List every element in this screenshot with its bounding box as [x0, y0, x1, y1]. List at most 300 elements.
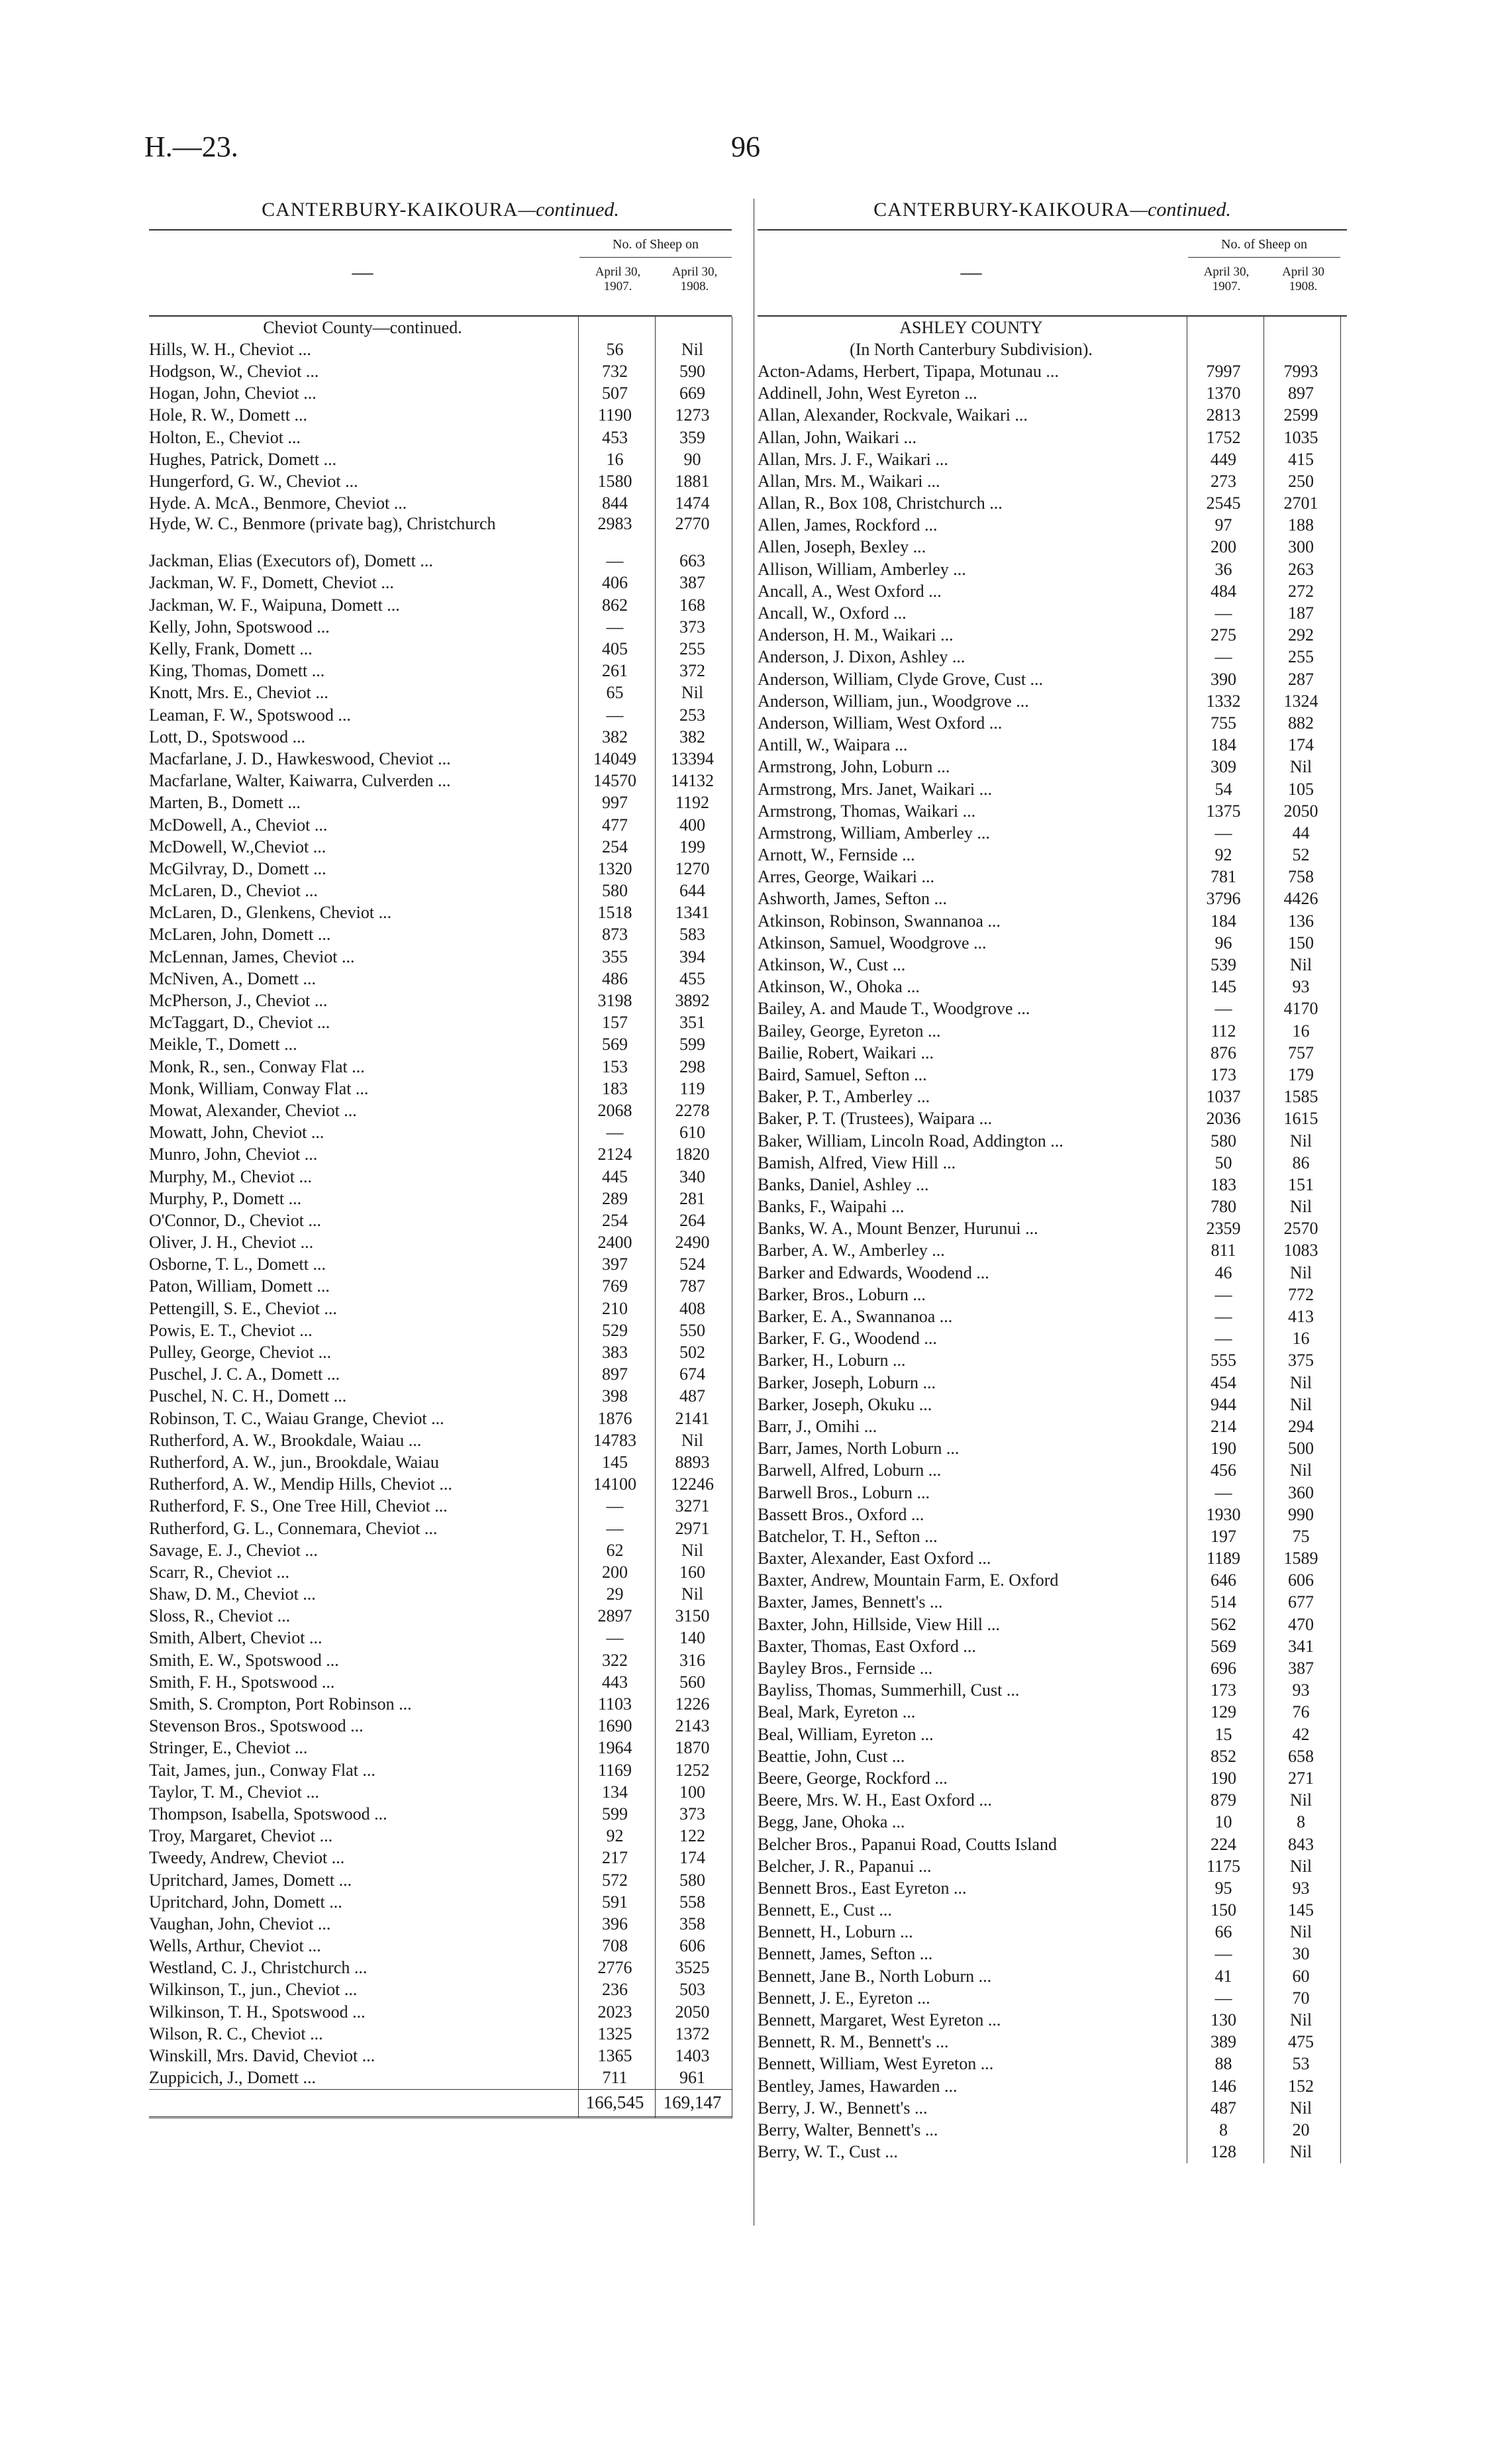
sheep-1908-cell: 758 [1288, 867, 1314, 887]
sheep-1908-cell: 341 [1288, 1636, 1314, 1656]
owner-cell: Anderson, H. M., Waikari ... [758, 625, 954, 645]
owner-cell: Bennett, Jane B., North Loburn ... [758, 1966, 992, 1986]
table-row [149, 2023, 732, 2045]
table-row [149, 448, 732, 470]
owner-cell: Barker, Bros., Loburn ... [758, 1284, 926, 1304]
sheep-1907-cell: 732 [602, 361, 628, 381]
table-row [758, 470, 1347, 492]
owner-cell: Allan, Alexander, Rockvale, Waikari ... [758, 405, 1028, 425]
table-row [758, 1790, 1347, 1812]
sheep-1907-cell: 1103 [597, 1694, 632, 1714]
owner-cell: Anderson, William, jun., Woodgrove ... [758, 691, 1029, 711]
table-row [149, 1716, 732, 1737]
sheep-1907-cell: 97 [1214, 515, 1232, 535]
sheep-1908-cell: 1820 [675, 1145, 710, 1164]
owner-cell: McLennan, James, Cheviot ... [149, 947, 355, 966]
sheep-1907-cell: 711 [602, 2068, 628, 2088]
table-row [149, 1913, 732, 1935]
sheep-1907-cell: — [606, 705, 624, 725]
table-row [149, 1429, 732, 1451]
sheep-1907-cell: — [1214, 1944, 1232, 1964]
total-1908: 169,147 [663, 2092, 722, 2113]
sheep-1908-cell: 2971 [675, 1518, 710, 1538]
table-row [149, 792, 732, 814]
sheep-1908-cell: Nil [1289, 1394, 1313, 1414]
owner-cell: Allison, William, Amberley ... [758, 559, 966, 579]
sheep-1907-cell: 897 [602, 1364, 628, 1384]
sheep-1907-cell: 383 [602, 1343, 628, 1362]
owner-cell: Baxter, Alexander, East Oxford ... [758, 1549, 991, 1568]
owner-cell: Allen, Joseph, Bexley ... [758, 537, 926, 557]
owner-cell: Rutherford, A. W., Brookdale, Waiau ... [149, 1430, 422, 1450]
sheep-1907-cell: 8 [1219, 2120, 1228, 2139]
sheep-1908-cell: 199 [679, 837, 705, 856]
owner-cell: Beal, Mark, Eyreton ... [758, 1702, 916, 1722]
sheep-1908-cell: Nil [681, 1540, 704, 1560]
sheep-1908-cell: 4426 [1283, 889, 1318, 909]
table-row [149, 470, 732, 492]
owner-cell: Baird, Samuel, Sefton ... [758, 1064, 927, 1084]
sheep-1907-cell: 852 [1211, 1746, 1236, 1766]
owner-cell: Bentley, James, Hawarden ... [758, 2076, 958, 2096]
owner-cell: Smith, E. W., Spotswood ... [149, 1650, 339, 1670]
owner-cell: McDowell, W.,Cheviot ... [149, 837, 326, 856]
sheep-1908-cell: 136 [1288, 911, 1314, 931]
owner-cell: Wells, Arthur, Cheviot ... [149, 1936, 321, 1956]
owner-cell: Antill, W., Waipara ... [758, 735, 908, 755]
sheep-1908-cell: 13394 [671, 748, 714, 768]
sheep-1908-cell: Nil [1289, 1922, 1313, 1942]
sheep-1908-cell: Nil [1289, 1790, 1313, 1810]
owner-cell: Beere, Mrs. W. H., East Oxford ... [758, 1790, 992, 1810]
sheep-1907-cell: 2359 [1206, 1219, 1241, 1239]
sheep-1907-cell: 382 [602, 727, 628, 746]
table-row [149, 1254, 732, 1276]
table-row [758, 976, 1347, 998]
sheep-1908-cell: 30 [1292, 1944, 1310, 1964]
table-row [758, 1196, 1347, 1218]
sheep-1907-cell: 514 [1211, 1592, 1236, 1612]
table-row [758, 1745, 1347, 1767]
owner-cell: Bamish, Alfred, View Hill ... [758, 1153, 956, 1172]
sheep-1907-cell: 487 [1211, 2098, 1236, 2118]
sheep-1908-cell: 168 [679, 595, 705, 615]
sheep-1907-cell: 88 [1214, 2054, 1232, 2074]
sheep-1908-cell: 669 [679, 384, 705, 403]
owner-cell: Addinell, John, West Eyreton ... [758, 384, 977, 403]
table-row [149, 1232, 732, 1254]
sheep-1907-cell: 146 [1211, 2076, 1236, 2096]
table-row [758, 493, 1347, 515]
sheep-1908-cell: 53 [1292, 2054, 1310, 2074]
owner-cell: Barker, F. G., Woodend ... [758, 1329, 937, 1349]
owner-cell: Kelly, Frank, Domett ... [149, 639, 313, 659]
owner-cell: Baker, P. T., Amberley ... [758, 1087, 930, 1107]
sheep-1907-cell: 405 [602, 639, 628, 659]
sheep-1908-cell: 524 [679, 1255, 705, 1274]
sheep-1907-cell: 507 [602, 384, 628, 403]
owner-cell: Baxter, Thomas, East Oxford ... [758, 1636, 976, 1656]
sheep-1908-cell: 105 [1288, 779, 1314, 799]
sheep-1908-cell: 179 [1288, 1064, 1314, 1084]
sheep-1907-cell: 569 [602, 1035, 628, 1054]
sheep-1908-cell: 42 [1292, 1724, 1310, 1744]
owner-cell: Baxter, John, Hillside, View Hill ... [758, 1614, 1000, 1634]
table-row [149, 1606, 732, 1627]
left-column-title: CANTERBURY-KAIKOURA—continued. [262, 199, 619, 221]
sheep-1907-cell: 1690 [597, 1716, 632, 1736]
owner-cell: Monk, William, Conway Flat ... [149, 1078, 369, 1098]
sheep-1908-cell: 1585 [1283, 1087, 1318, 1107]
sheep-1907-cell: 1189 [1206, 1549, 1241, 1568]
owner-cell: Upritchard, John, Domett ... [149, 1892, 342, 1912]
table-row [758, 646, 1347, 668]
owner-cell: Winskill, Mrs. David, Cheviot ... [149, 2046, 375, 2066]
table-row [149, 1078, 732, 1100]
table-row [149, 1957, 732, 1979]
sheep-1907-cell: 569 [1211, 1636, 1236, 1656]
sheep-1908-cell: 2701 [1283, 493, 1318, 513]
name-column-header: — [960, 260, 982, 283]
owner-cell: Belcher Bros., Papanui Road, Coutts Island [758, 1834, 1058, 1854]
owner-cell: Barker, E. A., Swannanoa ... [758, 1307, 953, 1327]
sheep-1907-cell: 2545 [1206, 493, 1241, 513]
sheep-1907-cell: 96 [1214, 933, 1232, 952]
sheep-1907-cell: 1580 [597, 471, 632, 491]
table-row [758, 1394, 1347, 1415]
owner-cell: Armstrong, John, Loburn ... [758, 757, 950, 777]
table-row [758, 778, 1347, 800]
sheep-1907-cell: 696 [1211, 1659, 1236, 1678]
sheep-1908-cell: 8893 [675, 1452, 710, 1472]
table-row [149, 1166, 732, 1188]
owner-cell: McNiven, A., Domett ... [149, 968, 317, 988]
table-row [149, 1386, 732, 1408]
sheep-1907-cell: 217 [602, 1848, 628, 1868]
table-row [149, 1825, 732, 1847]
sheep-1907-cell: 134 [602, 1782, 628, 1802]
owner-cell: Puschel, J. C. A., Domett ... [149, 1364, 340, 1384]
sheep-1907-cell: 173 [1211, 1064, 1236, 1084]
sheep-1908-cell: 8 [1297, 1812, 1305, 1832]
owner-cell: Ashworth, James, Sefton ... [758, 889, 947, 909]
sheep-1908-cell: 150 [1288, 933, 1314, 952]
table-row [758, 405, 1347, 427]
sheep-1908-cell: 500 [1288, 1439, 1314, 1459]
sheep-1907-cell: 580 [1211, 1131, 1236, 1151]
sheep-1907-cell: — [606, 1628, 624, 1648]
table-row [149, 1056, 732, 1078]
sheep-1908-cell: 152 [1288, 2076, 1314, 2096]
sheep-1908-cell: 583 [679, 925, 705, 945]
owner-cell: Shaw, D. M., Cheviot ... [149, 1584, 316, 1604]
table-row [149, 1803, 732, 1825]
sheep-1907-cell: 646 [1211, 1570, 1236, 1590]
owner-cell: Baker, P. T. (Trustees), Waipara ... [758, 1109, 993, 1129]
sheep-1908-cell: 408 [679, 1298, 705, 1318]
sheep-1908-cell: 151 [1288, 1174, 1314, 1194]
sheep-1908-cell: 882 [1288, 713, 1314, 733]
sheep-1908-cell: 1273 [675, 405, 710, 425]
sheep-1907-cell: 95 [1214, 1878, 1232, 1898]
owner-cell: Atkinson, W., Ohoka ... [758, 977, 920, 997]
sheep-1907-cell: 997 [602, 793, 628, 813]
sheep-1908-cell: 188 [1288, 515, 1314, 535]
sheep-1908-cell: 772 [1288, 1284, 1314, 1304]
sheep-1907-cell: 36 [1214, 559, 1232, 579]
table-row [758, 690, 1347, 712]
table-row [149, 338, 732, 360]
sheep-1907-cell: 29 [606, 1584, 624, 1604]
sheep-1908-cell: Nil [1289, 757, 1313, 777]
owner-cell: Barker, Joseph, Loburn ... [758, 1372, 936, 1392]
sheep-1908-cell: 281 [679, 1188, 705, 1208]
left-table-body [149, 317, 732, 2118]
sheep-1908-cell: 300 [1288, 537, 1314, 557]
table-row [149, 814, 732, 836]
owner-cell: Hills, W. H., Cheviot ... [149, 339, 311, 359]
sheep-1908-cell: 255 [1288, 647, 1314, 667]
owner-cell: Rutherford, F. S., One Tree Hill, Cheviot ... [149, 1496, 448, 1516]
table-row [149, 572, 732, 594]
table-row [758, 1086, 1347, 1108]
table-row [758, 756, 1347, 778]
sheep-1908-cell: 644 [679, 881, 705, 901]
sheep-1907-cell: 56 [606, 339, 624, 359]
sheep-1908-cell: 1881 [675, 471, 710, 491]
sheep-1907-cell: 157 [602, 1013, 628, 1033]
sheep-1907-cell: 2124 [597, 1145, 632, 1164]
sheep-1908-cell: 606 [679, 1936, 705, 1956]
owner-cell: Holton, E., Cheviot ... [149, 427, 301, 447]
table-row [758, 735, 1347, 756]
table-row [149, 2045, 732, 2067]
sheep-1907-cell: 3198 [597, 991, 632, 1011]
sheep-1907-cell: 129 [1211, 1702, 1236, 1722]
table-row [758, 1108, 1347, 1130]
sheep-1907-cell: 200 [1211, 537, 1236, 557]
table-row [758, 1943, 1347, 1965]
owner-cell: Berry, Walter, Bennett's ... [758, 2120, 938, 2139]
sheep-1907-cell: 755 [1211, 713, 1236, 733]
sheep-1908-cell: 590 [679, 361, 705, 381]
sheep-1908-cell: Nil [681, 1430, 704, 1450]
owner-cell: King, Thomas, Domett ... [149, 661, 325, 681]
owner-cell: Bayley Bros., Fernside ... [758, 1659, 933, 1678]
table-row [149, 704, 732, 726]
sheep-1908-cell: 14132 [671, 771, 714, 791]
sheep-1907-cell: 41 [1214, 1966, 1232, 1986]
table-row [149, 360, 732, 382]
sheep-1907-cell: — [1214, 647, 1232, 667]
table-row [758, 1877, 1347, 1899]
sheep-1908-cell: 119 [679, 1078, 705, 1098]
table-row [149, 660, 732, 682]
owner-cell: Belcher, J. R., Papanui ... [758, 1856, 932, 1876]
col-1908-header: April 30, 1908. [671, 265, 718, 293]
sheep-1907-cell: 2813 [1206, 405, 1241, 425]
owner-cell: Beal, William, Eyreton ... [758, 1724, 934, 1744]
sheep-1907-cell: 92 [1214, 845, 1232, 865]
sheep-1908-cell: 580 [679, 1870, 705, 1890]
sheep-1908-cell: Nil [1289, 2010, 1313, 2030]
sheep-1907-cell: 289 [602, 1188, 628, 1208]
table-row [758, 1152, 1347, 1174]
sheep-1907-cell: 389 [1211, 2032, 1236, 2052]
owner-cell: Sloss, R., Cheviot ... [149, 1606, 291, 1626]
sheep-1908-cell: 4170 [1283, 999, 1318, 1019]
table-row [149, 1276, 732, 1298]
sheep-1908-cell: 387 [679, 573, 705, 593]
table-row [149, 1319, 732, 1341]
sheep-1907-cell: 862 [602, 595, 628, 615]
table-row [149, 1935, 732, 1957]
sheep-1907-cell: 65 [606, 683, 624, 703]
owner-cell: Vaughan, John, Cheviot ... [149, 1914, 331, 1933]
owner-cell: Anderson, William, West Oxford ... [758, 713, 1003, 733]
table-row [149, 1034, 732, 1056]
table-row [149, 1561, 732, 1583]
owner-cell: Tweedy, Andrew, Cheviot ... [149, 1848, 345, 1868]
sheep-1907-cell: 445 [602, 1166, 628, 1186]
table-row [149, 1517, 732, 1539]
col-1907-header: April 30, 1907. [1203, 265, 1250, 293]
table-row [758, 1548, 1347, 1570]
owner-cell: McDowell, A., Cheviot ... [149, 815, 328, 835]
owner-cell: Wilkinson, T., jun., Cheviot ... [149, 1980, 358, 2000]
table-row [758, 1855, 1347, 1877]
table-row [758, 1306, 1347, 1327]
owner-cell: Bailey, A. and Maude T., Woodgrove ... [758, 999, 1030, 1019]
table-row [758, 1723, 1347, 1745]
sheep-1907-cell: 145 [1211, 977, 1236, 997]
owner-cell: Murphy, P., Domett ... [149, 1188, 302, 1208]
table-row [758, 1240, 1347, 1262]
sheep-1908-cell: Nil [1289, 2142, 1313, 2162]
table-row [149, 1364, 732, 1386]
sheep-1908-cell: 145 [1288, 1900, 1314, 1920]
table-row [758, 1372, 1347, 1394]
owner-cell: McPherson, J., Cheviot ... [149, 991, 328, 1011]
owner-cell: Armstrong, Mrs. Janet, Waikari ... [758, 779, 993, 799]
sheep-1908-cell: 1324 [1283, 691, 1318, 711]
sheep-1907-cell: 486 [602, 968, 628, 988]
sheep-1907-cell: — [1214, 823, 1232, 843]
sheep-1907-cell: 2897 [597, 1606, 632, 1626]
owner-cell: Bennett Bros., East Eyreton ... [758, 1878, 967, 1898]
table-row [758, 2075, 1347, 2097]
table-row [758, 1438, 1347, 1460]
sheep-1908-cell: Nil [1289, 1197, 1313, 1217]
sheep-1908-cell: 373 [679, 617, 705, 637]
sheep-1907-cell: 398 [602, 1386, 628, 1406]
table-row [149, 1781, 732, 1803]
sheep-1908-cell: Nil [681, 1584, 704, 1604]
owner-cell: Bailey, George, Eyreton ... [758, 1021, 941, 1041]
sheep-1908-cell: 503 [679, 1980, 705, 2000]
table-row [758, 1020, 1347, 1042]
sheep-1908-cell: 1192 [675, 793, 710, 813]
right-table-header [758, 229, 1347, 317]
owner-cell: Zuppicich, J., Domett ... [149, 2068, 317, 2088]
owner-cell: Hyde. A. McA., Benmore, Cheviot ... [149, 493, 407, 513]
sheep-1908-cell: 2570 [1283, 1219, 1318, 1239]
table-row [758, 602, 1347, 624]
sheep-1907-cell: 1518 [597, 903, 632, 923]
table-row [149, 1144, 732, 1166]
table-row [149, 1012, 732, 1034]
sheep-1908-cell: 372 [679, 661, 705, 681]
subsection-heading: (In North Canterbury Subdivision). [850, 339, 1093, 359]
owner-cell: Stringer, E., Cheviot ... [149, 1738, 308, 1758]
table-row [758, 1350, 1347, 1372]
section-heading: Cheviot County—continued. [263, 317, 462, 337]
table-row [758, 1635, 1347, 1657]
sheep-count-header: No. of Sheep on [1188, 232, 1340, 258]
owner-cell: Knott, Mrs. E., Cheviot ... [149, 683, 328, 703]
sheep-1908-cell: 757 [1288, 1043, 1314, 1062]
table-row [758, 2097, 1347, 2119]
table-row [758, 1284, 1347, 1306]
sheep-1908-cell: 1270 [675, 858, 710, 878]
sheep-1907-cell: 562 [1211, 1614, 1236, 1634]
sheep-1908-cell: 787 [679, 1276, 705, 1296]
owner-cell: McLaren, John, Domett ... [149, 925, 331, 945]
owner-cell: Hungerford, G. W., Cheviot ... [149, 471, 358, 491]
sheep-1908-cell: 475 [1288, 2032, 1314, 2052]
owner-cell: Berry, J. W., Bennett's ... [758, 2098, 928, 2118]
sheep-1907-cell: — [1214, 1482, 1232, 1502]
table-row [758, 2031, 1347, 2053]
sheep-1908-cell: 375 [1288, 1351, 1314, 1370]
sheep-1908-cell: 76 [1292, 1702, 1310, 1722]
sheep-1908-cell: 2490 [675, 1233, 710, 1253]
sheep-1908-cell: 502 [679, 1343, 705, 1362]
sheep-1908-cell: 100 [679, 1782, 705, 1802]
table-row [758, 910, 1347, 932]
sheep-1908-cell: 93 [1292, 1680, 1310, 1700]
sheep-1907-cell: 397 [602, 1255, 628, 1274]
sheep-1908-cell: 86 [1292, 1153, 1310, 1172]
owner-cell: Baker, William, Lincoln Road, Addington ... [758, 1131, 1064, 1151]
table-row [149, 550, 732, 572]
sheep-1908-cell: 16 [1292, 1021, 1310, 1041]
owner-cell: Scarr, R., Cheviot ... [149, 1562, 289, 1582]
table-row [758, 2009, 1347, 2031]
owner-cell: Banks, Daniel, Ashley ... [758, 1174, 929, 1194]
owner-cell: Beattie, John, Cust ... [758, 1746, 905, 1766]
sheep-1908-cell: 400 [679, 815, 705, 835]
sheep-1908-cell: 1035 [1283, 427, 1318, 447]
table-row [758, 1987, 1347, 2009]
sheep-1907-cell: 708 [602, 1936, 628, 1956]
table-row [758, 932, 1347, 954]
sheep-1907-cell: 1190 [597, 405, 632, 425]
sheep-1907-cell: 214 [1211, 1416, 1236, 1436]
owner-cell: Beere, George, Rockford ... [758, 1768, 948, 1788]
owner-cell: Bennett, William, West Eyreton ... [758, 2054, 994, 2074]
sheep-1907-cell: 781 [1211, 867, 1236, 887]
sheep-1907-cell: 200 [602, 1562, 628, 1582]
owner-cell: Baxter, James, Bennett's ... [758, 1592, 943, 1612]
owner-cell: Smith, Albert, Cheviot ... [149, 1628, 322, 1648]
sheep-1907-cell: 396 [602, 1914, 628, 1933]
table-row [149, 638, 732, 660]
owner-cell: Rutherford, A. W., Mendip Hills, Cheviot ... [149, 1474, 452, 1494]
sheep-1907-cell: 769 [602, 1276, 628, 1296]
owner-cell: Smith, S. Crompton, Port Robinson ... [149, 1694, 412, 1714]
owner-cell: Thompson, Isabella, Spotswood ... [149, 1804, 387, 1823]
